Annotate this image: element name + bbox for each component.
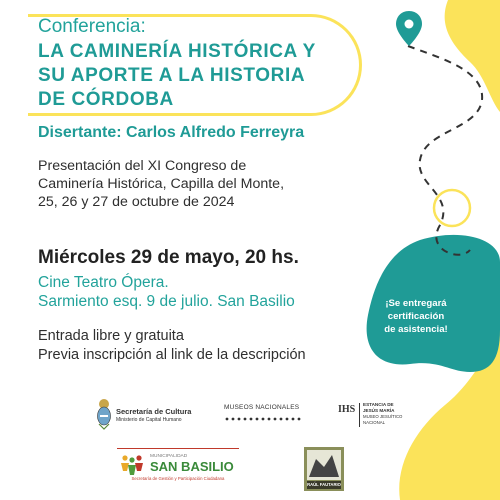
title-line-1: LA CAMINERÍA HISTÓRICA Y bbox=[38, 41, 316, 62]
cultura-line-1: Secretaría de Cultura bbox=[116, 407, 192, 416]
logo-secretaria-cultura bbox=[96, 398, 196, 432]
muni-small-label: MUNICIPALIDAD bbox=[150, 454, 188, 459]
title-line-2: SU APORTE A LA HISTORIA bbox=[38, 65, 306, 86]
museos-dots-icon bbox=[224, 416, 302, 426]
description-line-2: Caminería Histórica, Capilla del Monte, bbox=[38, 176, 285, 192]
estancia-line-1: ESTANCIA DE bbox=[363, 402, 394, 407]
museos-name: MUSEOS NACIONALES bbox=[224, 404, 300, 411]
map-pin-icon bbox=[396, 11, 422, 46]
logo-raul-fautario bbox=[304, 447, 344, 491]
venue-line-2: Sarmiento esq. 9 de julio. San Basilio bbox=[38, 293, 295, 310]
estancia-divider bbox=[359, 403, 360, 427]
certificate-line-2: certificación bbox=[387, 311, 445, 322]
estancia-line-2: JESÚS MARÍA bbox=[363, 408, 395, 413]
national-emblem-icon bbox=[96, 398, 112, 430]
logo-museos-nacionales bbox=[224, 404, 304, 428]
conference-label: Conferencia: bbox=[38, 16, 146, 37]
speaker-name: Disertante: Carlos Alfredo Ferreyra bbox=[38, 124, 305, 141]
estancia-line-3: MUSEO JESUÍTICO bbox=[363, 414, 403, 419]
entry-line-2: Previa inscripción al link de la descripción bbox=[38, 347, 306, 363]
venue-line-1: Cine Teatro Ópera. bbox=[38, 274, 169, 291]
certificate-line-3: de asistencia! bbox=[384, 324, 448, 335]
yellow-blob-top bbox=[445, 0, 500, 112]
muni-name: SAN BASILIO bbox=[150, 459, 234, 474]
logo-estancia-jesus-maria bbox=[338, 401, 428, 431]
description-line-3: 25, 26 y 27 de octubre de 2024 bbox=[38, 194, 235, 210]
description-line-1: Presentación del XI Congreso de bbox=[38, 158, 247, 174]
estancia-line-4: NACIONAL bbox=[363, 420, 385, 425]
title-line-3: DE CÓRDOBA bbox=[38, 89, 174, 110]
cultura-line-2: Ministerio de Capital Humano bbox=[116, 417, 182, 423]
muni-sub: Secretaría de Gestión y Participación Ciudadana bbox=[131, 476, 225, 481]
entry-line-1: Entrada libre y gratuita bbox=[38, 328, 184, 344]
logo-municipalidad-san-basilio bbox=[117, 448, 239, 484]
event-date: Miércoles 29 de mayo, 20 hs. bbox=[38, 247, 299, 268]
muni-top-rule bbox=[117, 448, 239, 449]
yellow-circle-outline bbox=[434, 190, 470, 226]
ihs-emblem: IHS bbox=[338, 404, 356, 415]
certificate-line-1: ¡Se entregará bbox=[385, 298, 447, 309]
raul-name: RAÚL FAUTARIO bbox=[307, 482, 341, 487]
